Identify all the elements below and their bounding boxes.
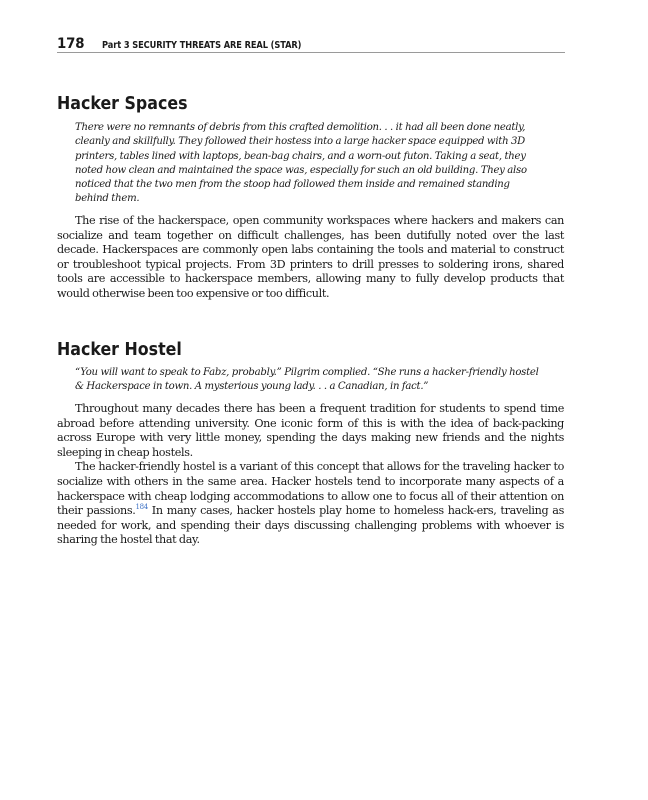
paragraph: Throughout many decades there has been a frequent tradition for students to spend time abroad before attending university. One iconic form of this is with the idea of back-packing across Europe with very little money, spending the days making new friends and the nights sleeping in cheap hostels.	[57, 402, 564, 459]
paragraph-text: The hacker-friendly hostel is a variant of this concept that allows for the traveling hacker to socialize with others in the same area. Hacker hostels tend to incorporate many aspects of a hackerspace with cheap lodging accommodations to allow one to focus all of their attention on their passions.	[57, 460, 564, 518]
footnote-reference[interactable]: 184	[135, 503, 148, 512]
paragraph: The rise of the hackerspace, open community workspaces where hackers and makers can socialize and team together on difficult challenges, has been dutifully noted over the last decade. Hackerspaces are commonly open labs containing the tools and material to construct or troubleshoot typical projects. From 3D printers to drill presses to soldering irons, shared tools are accessible to hackerspace members, allowing many to fully develop products that would otherwise been too expensive or too difficult.	[57, 214, 564, 300]
paragraph-text: In many cases, hacker hostels play home to homeless hack-ers, traveling as needed for work, and spending their days discussing challenging problems with whoever is sharing the hostel that day.	[57, 504, 564, 547]
epigraph-hacker-hostel: “You will want to speak to Fabz, probably.” Pilgrim complied. “She runs a hacker-friendly hostel & Hackerspace in town. A mysterious young lady. . . a Canadian, in fact.”	[75, 367, 539, 393]
body-hacker-hostel	[57, 402, 564, 548]
running-head	[57, 33, 565, 53]
part-label: Part 3 SECURITY THREATS ARE REAL (STAR)	[101, 40, 302, 51]
section-heading-hacker-spaces: Hacker Spaces	[57, 93, 188, 114]
section-heading-hacker-hostel: Hacker Hostel	[57, 339, 182, 360]
body-hacker-spaces	[57, 214, 564, 302]
epigraph-hacker-spaces: There were no remnants of debris from this crafted demolition. . . it had all been done neatly, cleanly and skillfully. They followed their hostess into a large hacker space equipped with 3D printers, tables lined with laptops, bean-bag chairs, and a worn-out futon. Taking a seat, they noted how clean and maintained the space was, especially for such an old building. They also noticed that the two men from the stoop had followed them inside and remained standing behind them.	[75, 122, 527, 205]
page-number: 178	[57, 36, 85, 52]
paragraph	[57, 460, 564, 548]
